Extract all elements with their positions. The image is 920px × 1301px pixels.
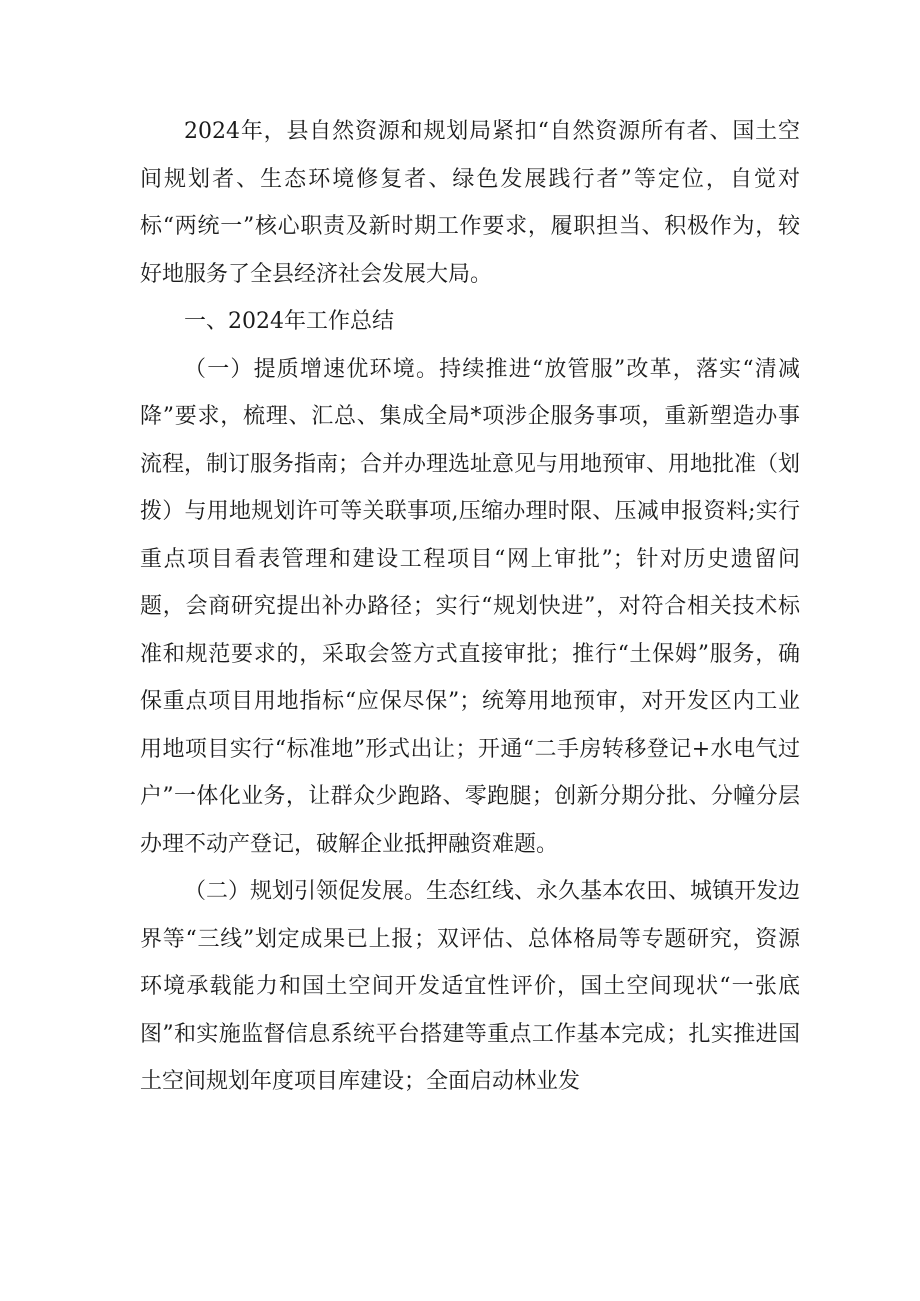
section-heading: 一、2024年工作总结 xyxy=(184,309,394,334)
section-1-paragraph: （一）提质增速优环境。持续推进“放管服”改革，落实“清减降”要求，梳理、汇总、集成全局*项涉企服务事项，重新塑造办事流程，制订服务指南；合并办理选址意见与用地预审、用地批准（划拨）与用地规划许可等关联事项,压缩办理时限、压减申报资料;实行重点项目看表管理和建设工程项目“网上审批”；针对历史遗留问题，会商研究提出补办路径；实行“规划快进”，对符合相关技术标准和规范要求的，采取会签方式直接审批；推行“土保姆”服务，确保重点项目用地指标“应保尽保”；统筹用地预审，对开发区内工业用地项目实行“标准地”形式出让；开通“二手房转移登记+水电气过户”一体化业务，让群众少跑路、零跑腿；创新分期分批、分幢分层办理不动产登记，破解企业抵押融资难题。 xyxy=(140,356,801,857)
document-body xyxy=(140,108,800,1106)
intro-paragraph: 2024年，县自然资源和规划局紧扣“自然资源所有者、国土空间规划者、生态环境修复者、绿色发展践行者”等定位，自觉对标“两统一”核心职责及新时期工作要求，履职担当、积极作为，较好地服务了全县经济社会发展大局。 xyxy=(140,119,800,287)
section-2-paragraph: （二）规划引领促发展。生态红线、永久基本农田、城镇开发边界等“三线”划定成果已上报；双评估、总体格局等专题研究，资源环境承载能力和国土空间开发适宜性评价，国土空间现状“一张底图”和实施监督信息系统平台搭建等重点工作基本完成；扎实推进国土空间规划年度项目库建设；全面启动林业发 xyxy=(140,879,801,1094)
